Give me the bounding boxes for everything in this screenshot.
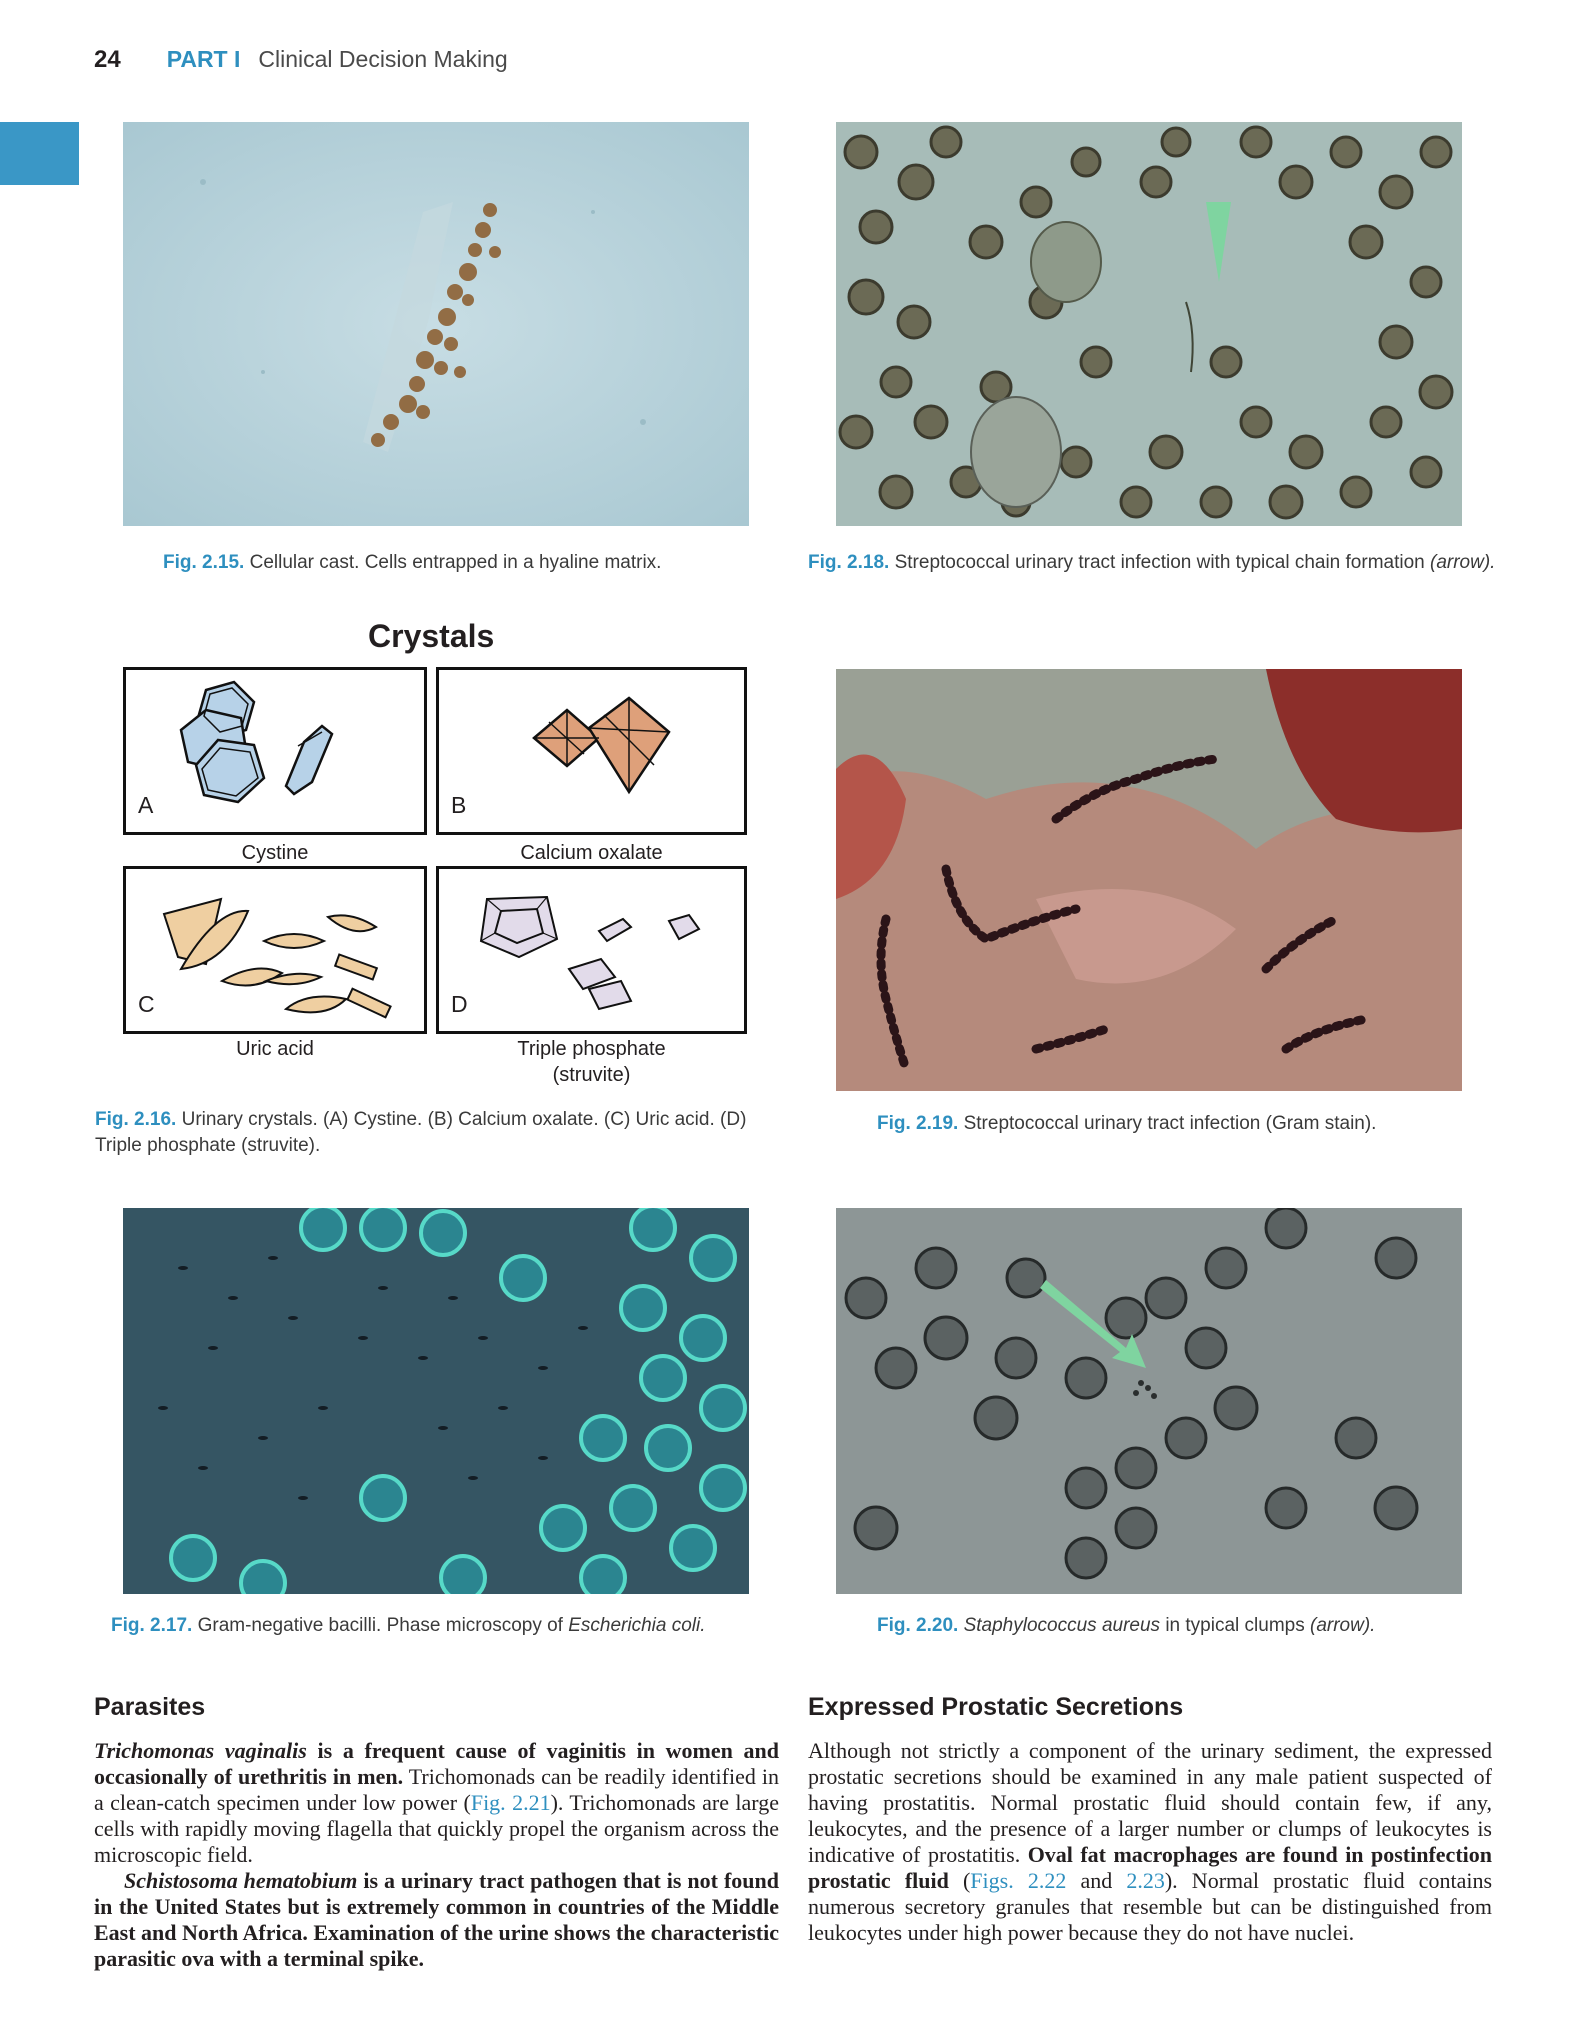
body-text: Although not strictly a component of the urinary sediment, the expressed prostatic secretions should be examined in any male patient suspected of having prostatitis. Normal prostatic fluid should contain few, if any, leukocytes, and the presence of a larger number or clumps of leukocytes is indicative of prostatitis.	[808, 1738, 1492, 1867]
fig-2-17-photo	[123, 1208, 749, 1594]
triple-phosphate-crystals-illustration	[439, 869, 744, 1031]
caption-emphasis: (arrow).	[1430, 552, 1496, 573]
prostatic-body	[808, 1738, 1492, 1946]
fig-2-16-caption	[95, 1107, 780, 1159]
fig-label: Fig. 2.15.	[163, 552, 245, 573]
body-text: ). Trichomonads are large cells with rapidly moving flagella that quickly propel the organism across the microscopic field.	[94, 1790, 779, 1867]
organism-name: Trichomonas vaginalis	[94, 1738, 307, 1763]
fig-label: Fig. 2.20.	[877, 1615, 959, 1636]
caption-text: Streptococcal urinary tract infection with typical chain formation	[894, 552, 1430, 573]
panel-label: Calcium oxalate	[520, 842, 663, 864]
paragraph	[94, 1738, 779, 1868]
organism-name: Schistosoma hematobium	[124, 1868, 358, 1893]
caption-text: Gram-negative bacilli. Phase microscopy of	[197, 1615, 569, 1636]
fig-2-18-photo	[836, 122, 1462, 526]
fig-2-15-caption	[163, 550, 763, 576]
paragraph	[808, 1738, 1492, 1946]
cystine-crystals-illustration	[126, 670, 424, 832]
bold-text: is a frequent cause of vaginitis in women and occasionally of urethritis in men.	[94, 1738, 780, 1789]
panel-label: Cystine	[241, 842, 309, 864]
fig-2-19-photo	[836, 669, 1462, 1091]
chapter-title: Clinical Decision Making	[258, 46, 508, 72]
crystal-panel-c	[123, 866, 427, 1034]
body-text: (	[948, 1868, 971, 1893]
page-number: 24	[94, 46, 121, 73]
fig-2-17-caption	[111, 1613, 811, 1639]
section-heading-parasites: Parasites	[94, 1693, 206, 1721]
fig-label: Fig. 2.19.	[877, 1113, 959, 1134]
caption-text: Streptococcal urinary tract infection (Gram stain).	[963, 1113, 1377, 1134]
fig-label: Fig. 2.18.	[808, 552, 890, 573]
panel-letter: B	[451, 792, 467, 818]
bold-text: is a urinary tract pathogen that is not found in the United States but is extremely common in countries of the Middle East and North Africa. Examination of the urine shows the characteristic parasitic ova with a terminal spike.	[94, 1868, 780, 1971]
crystal-panel-b	[436, 667, 747, 835]
caption-text: Cellular cast. Cells entrapped in a hyaline matrix.	[249, 552, 662, 573]
figure-reference-link[interactable]: 2.23	[1126, 1868, 1165, 1893]
panel-letter: D	[451, 991, 468, 1017]
paragraph	[94, 1868, 779, 1972]
body-text: Trichomonads can be readily identified in a clean-catch specimen under low power (	[94, 1764, 780, 1815]
fig-2-18-caption	[808, 550, 1500, 576]
crystal-panel-d	[436, 866, 747, 1034]
running-header	[94, 46, 508, 74]
crystal-panel-a	[123, 667, 427, 835]
caption-text: in typical clumps	[1160, 1615, 1310, 1636]
caption-emphasis: Staphylococcus aureus	[963, 1615, 1161, 1636]
uric-acid-crystals-illustration	[126, 869, 424, 1031]
panel-label: Uric acid	[236, 1038, 314, 1060]
caption-text: Urinary crystals. (A) Cystine. (B) Calcium oxalate. (C) Uric acid. (D) Triple phosphate (struvite).	[95, 1109, 747, 1156]
panel-label	[436, 1036, 747, 1088]
fig-2-19-caption	[877, 1111, 1477, 1137]
label-line-2: (struvite)	[552, 1064, 631, 1086]
fig-2-15-photo	[123, 122, 749, 526]
section-tab	[0, 122, 79, 185]
fig-label: Fig. 2.16.	[95, 1109, 177, 1130]
panel-letter: A	[138, 792, 154, 818]
panel-letter: C	[138, 991, 155, 1017]
diagram-title: Crystals	[368, 618, 495, 654]
section-heading-prostatic: Expressed Prostatic Secretions	[808, 1693, 1184, 1721]
caption-emphasis-2: (arrow).	[1310, 1615, 1376, 1636]
body-text: ). Normal prostatic fluid contains numerous secretory granules that resemble but can be distinguished from leukocytes under high power because they do not have nuclei.	[808, 1868, 1493, 1945]
calcium-oxalate-crystals-illustration	[439, 670, 744, 832]
part-label: PART I	[166, 46, 241, 72]
caption-emphasis: Escherichia coli.	[568, 1615, 706, 1636]
figure-reference-link[interactable]: Fig. 2.21	[470, 1790, 551, 1815]
bold-text: Oval fat macrophages are found in postinfection prostatic fluid	[808, 1842, 1492, 1893]
parasites-body	[94, 1738, 779, 1972]
label-line-1: Triple phosphate	[517, 1038, 666, 1060]
fig-label: Fig. 2.17.	[111, 1615, 193, 1636]
body-text: and	[1066, 1868, 1127, 1893]
fig-2-20-photo	[836, 1208, 1462, 1594]
figure-reference-link[interactable]: Figs. 2.22	[970, 1868, 1067, 1893]
fig-2-20-caption	[877, 1613, 1477, 1639]
